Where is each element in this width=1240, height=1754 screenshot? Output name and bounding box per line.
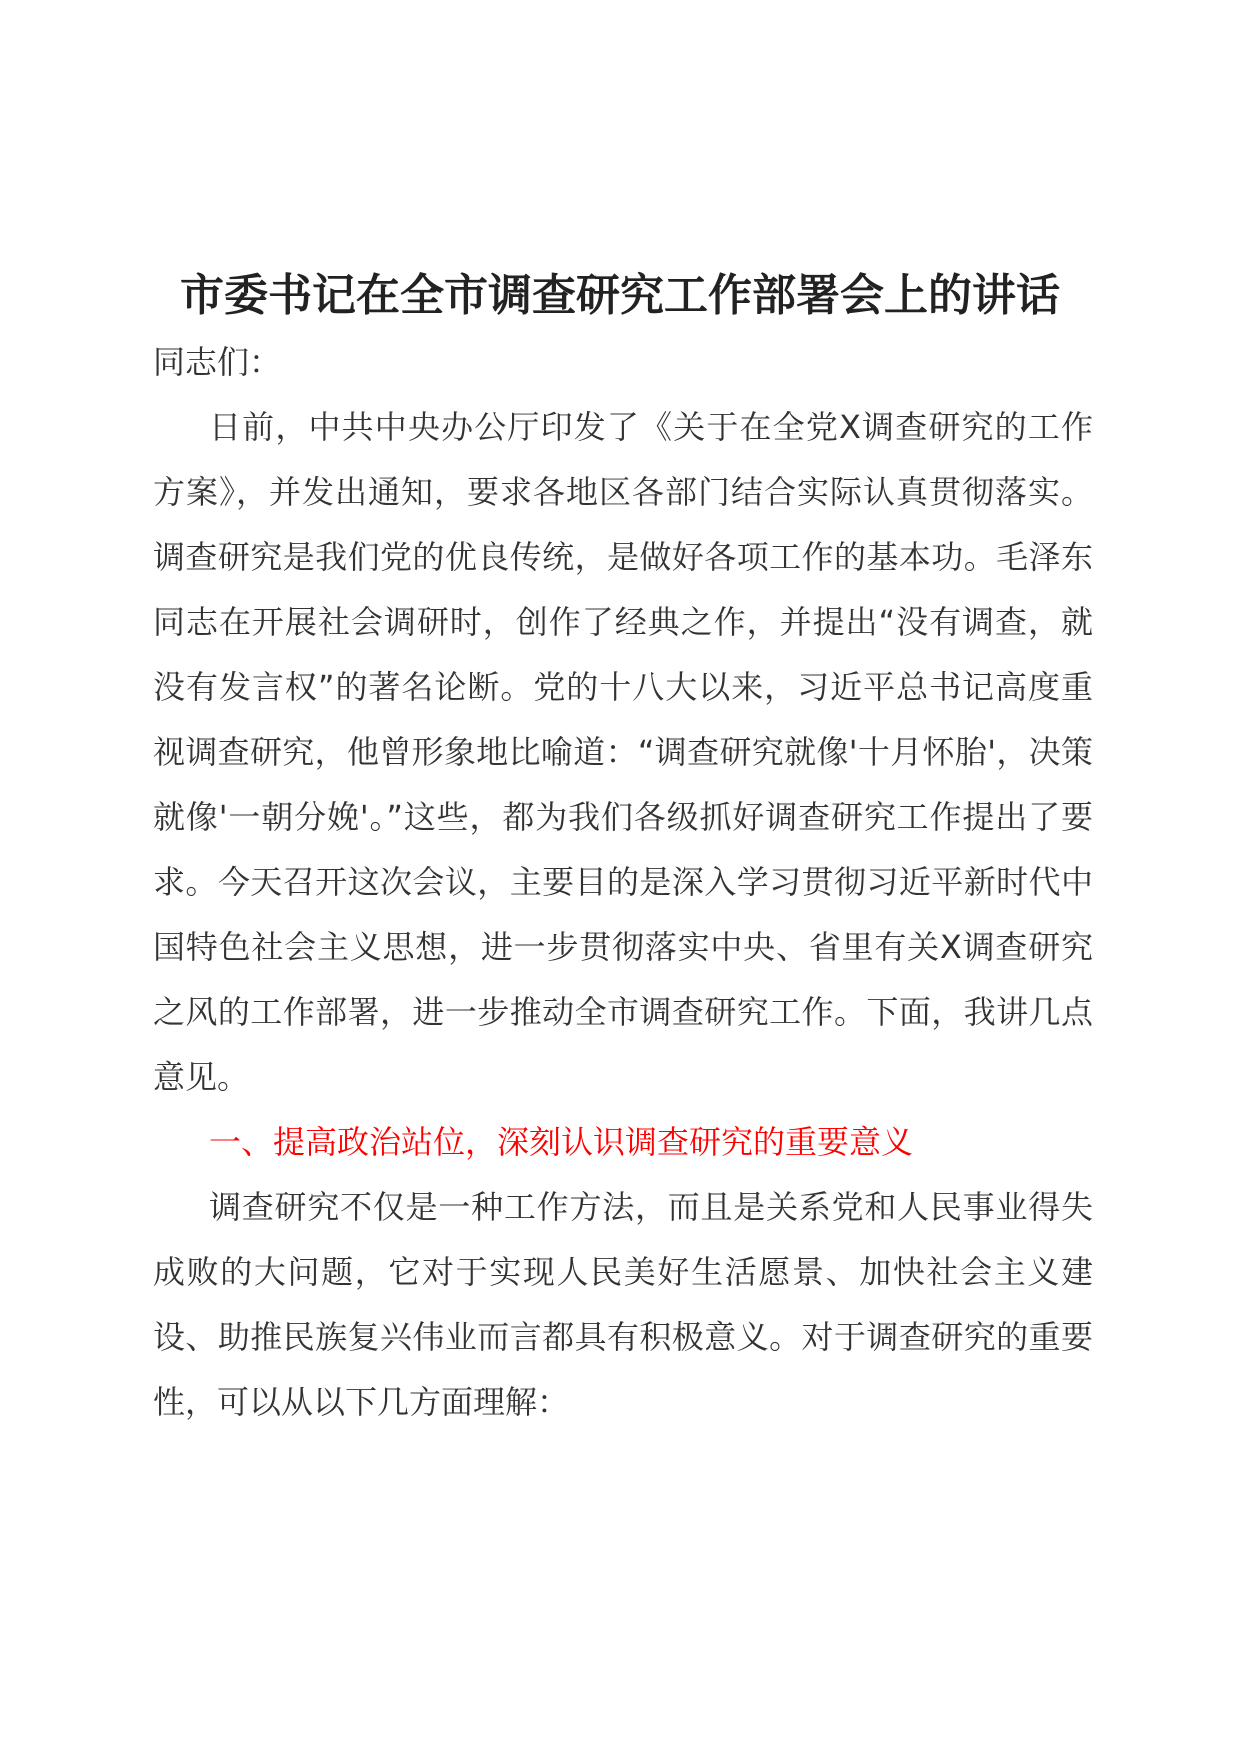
salutation: 同志们： bbox=[153, 343, 282, 381]
document-title: 市委书记在全市调查研究工作部署会上的讲话 bbox=[180, 270, 1060, 322]
document-body bbox=[153, 330, 1093, 1435]
section-heading-1: 一、提高政治站位，深刻认识调查研究的重要意义 bbox=[209, 1123, 914, 1161]
paragraph-intro: 日前，中共中央办公厅印发了《关于在全党X调查研究的工作方案》，并发出通知，要求各地区各部门结合实际认真贯彻落实。调查研究是我们党的优良传统，是做好各项工作的基本功。毛泽东同志在开展社会调研时，创作了经典之作，并提出“没有调查，就没有发言权”的著名论断。党的十八大以来，习近平总书记高度重视调查研究，他曾形象地比喻道：“调查研究就像'十月怀胎'，决策就像'一朝分娩'。”这些，都为我们各级抓好调查研究工作提出了要求。今天召开这次会议，主要目的是深入学习贯彻习近平新时代中国特色社会主义思想，进一步贯彻落实中央、省里有关X调查研究之风的工作部署，进一步推动全市调查研究工作。下面，我讲几点意见。 bbox=[153, 408, 1093, 1096]
paragraph-section-1: 调查研究不仅是一种工作方法，而且是关系党和人民事业得失成败的大问题，它对于实现人民美好生活愿景、加快社会主义建设、助推民族复兴伟业而言都具有积极意义。对于调查研究的重要性，可以从以下几方面理解： bbox=[153, 1188, 1093, 1421]
